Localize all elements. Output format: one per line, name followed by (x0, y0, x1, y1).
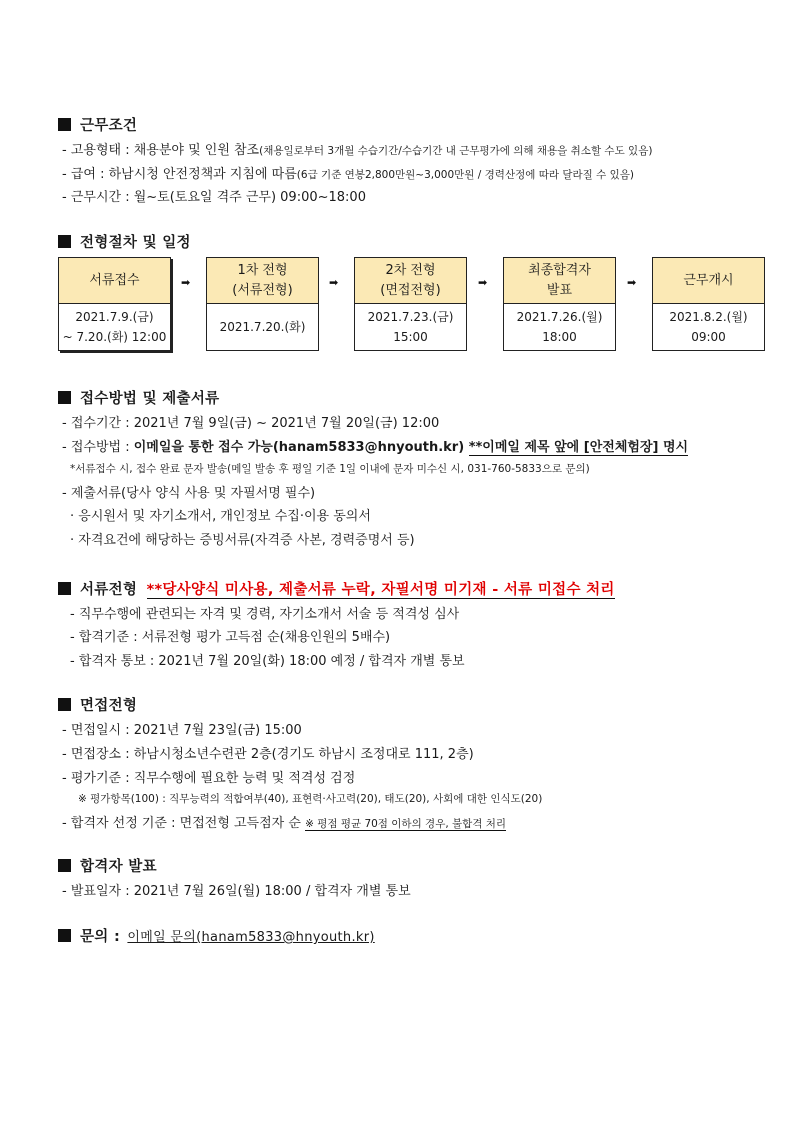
step-date: 2021.7.20.(화) (219, 320, 306, 334)
square-bullet-icon (58, 391, 71, 404)
arrow-right-icon: ➡ (329, 276, 339, 289)
work-hours: - 근무시간 : 월~토(토요일 격주 근무) 09:00~18:00 (62, 190, 366, 205)
step-label: 2차 전형 (면접전형) (355, 258, 466, 304)
arrow-right-icon: ➡ (478, 276, 488, 289)
process-step-start-work (652, 257, 765, 351)
interview-datetime: - 면접일시 : 2021년 7월 23일(금) 15:00 (62, 723, 302, 738)
square-bullet-icon (58, 859, 71, 872)
step-date: 2021.7.23.(금) 15:00 (367, 310, 454, 344)
apply-method: - 접수방법 : 이메일을 통한 접수 가능(hanam5833@hnyouth.kr) **이메일 제목 앞에 [안전체험장] 명시 (62, 440, 689, 455)
interview-selection-criteria: - 합격자 선정 기준 : 면접전형 고득점자 순 ※ 평점 평균 70점 이하의 경우, 불합격 처리 (62, 816, 507, 831)
process-step-final (503, 257, 616, 351)
step-label: 최종합격자 발표 (504, 258, 615, 304)
step-date: 2021.7.26.(월) 18:00 (516, 310, 603, 344)
interview-evaluation-items: ※ 평가항목(100) : 직무능력의 적합여부(40), 표현력·사고력(20), 태도(20), 사회에 대한 인식도(20) (78, 793, 543, 805)
apply-period: - 접수기간 : 2021년 7월 9일(금) ~ 2021년 7월 20일(금) 12:00 (62, 416, 440, 431)
apply-doc-item: · 응시원서 및 자기소개서, 개인정보 수집·이용 동의서 (70, 509, 371, 524)
work-salary: - 급여 : 하남시청 안전정책과 지침에 따름(6급 기준 연봉2,800만원~3,000만원 / 경력산정에 따라 달라질 수 있음) (62, 167, 634, 182)
doc-pass-criteria: - 합격기준 : 서류전형 평가 고득점 순(채용인원의 5배수) (70, 630, 391, 645)
section-heading-apply: 접수방법 및 제출서류 (58, 387, 219, 408)
doc-notification: - 합격자 통보 : 2021년 7월 20일(화) 18:00 예정 / 합격자 개별 통보 (70, 654, 465, 669)
section-heading-process: 전형절차 및 일정 (58, 231, 191, 252)
section-heading-contact: 문의 : 이메일 문의(hanam5833@hnyouth.kr) (58, 925, 375, 946)
arrow-right-icon: ➡ (627, 276, 637, 289)
step-label: 서류접수 (59, 258, 170, 304)
section-heading-work: 근무조건 (58, 114, 137, 135)
step-date: 2021.8.2.(월) 09:00 (669, 310, 748, 344)
work-employment-type: - 고용형태 : 채용분야 및 인원 참조(채용일로부터 3개월 수습기간/수습기간 내 근무평가에 의해 채용을 취소할 수도 있음) (62, 143, 653, 158)
section-heading-interview: 면접전형 (58, 694, 137, 715)
step-label: 1차 전형 (서류전형) (207, 258, 318, 304)
apply-doc-item: · 자격요건에 해당하는 증빙서류(자격증 사본, 경력증명서 등) (70, 533, 415, 548)
square-bullet-icon (58, 235, 71, 248)
square-bullet-icon (58, 698, 71, 711)
step-label: 근무개시 (653, 258, 764, 304)
arrow-right-icon: ➡ (181, 276, 191, 289)
process-step-second (354, 257, 467, 351)
apply-documents: - 제출서류(당사 양식 사용 및 자필서명 필수) (62, 486, 316, 501)
square-bullet-icon (58, 929, 71, 942)
result-date: - 발표일자 : 2021년 7월 26일(월) 18:00 / 합격자 개별 통보 (62, 884, 411, 899)
warning-text: **당사양식 미사용, 제출서류 누락, 자필서명 미기재 - 서류 미접수 처리 (146, 582, 615, 598)
doc-screening-criteria: - 직무수행에 관련되는 자격 및 경력, 자기소개서 서술 등 적격성 심사 (70, 607, 460, 622)
apply-note: *서류접수 시, 접수 완료 문자 발송(메일 발송 후 평일 기준 1일 이내에 문자 미수신 시, 031-760-5833으로 문의) (70, 463, 590, 475)
interview-location: - 면접장소 : 하남시청소년수련관 2층(경기도 하남시 조정대로 111, 2층) (62, 747, 474, 762)
contact-email: 이메일 문의(hanam5833@hnyouth.kr) (127, 930, 375, 945)
process-step-document (58, 257, 171, 351)
step-date: 2021.7.9.(금) ~ 7.20.(화) 12:00 (62, 310, 167, 344)
process-step-first (206, 257, 319, 351)
square-bullet-icon (58, 118, 71, 131)
section-heading-document-screening: 서류전형 **당사양식 미사용, 제출서류 누락, 자필서명 미기재 - 서류 미접수 처리 (58, 578, 615, 599)
section-heading-result: 합격자 발표 (58, 855, 157, 876)
square-bullet-icon (58, 582, 71, 595)
interview-criteria: - 평가기준 : 직무수행에 필요한 능력 및 적격성 검정 (62, 771, 356, 786)
